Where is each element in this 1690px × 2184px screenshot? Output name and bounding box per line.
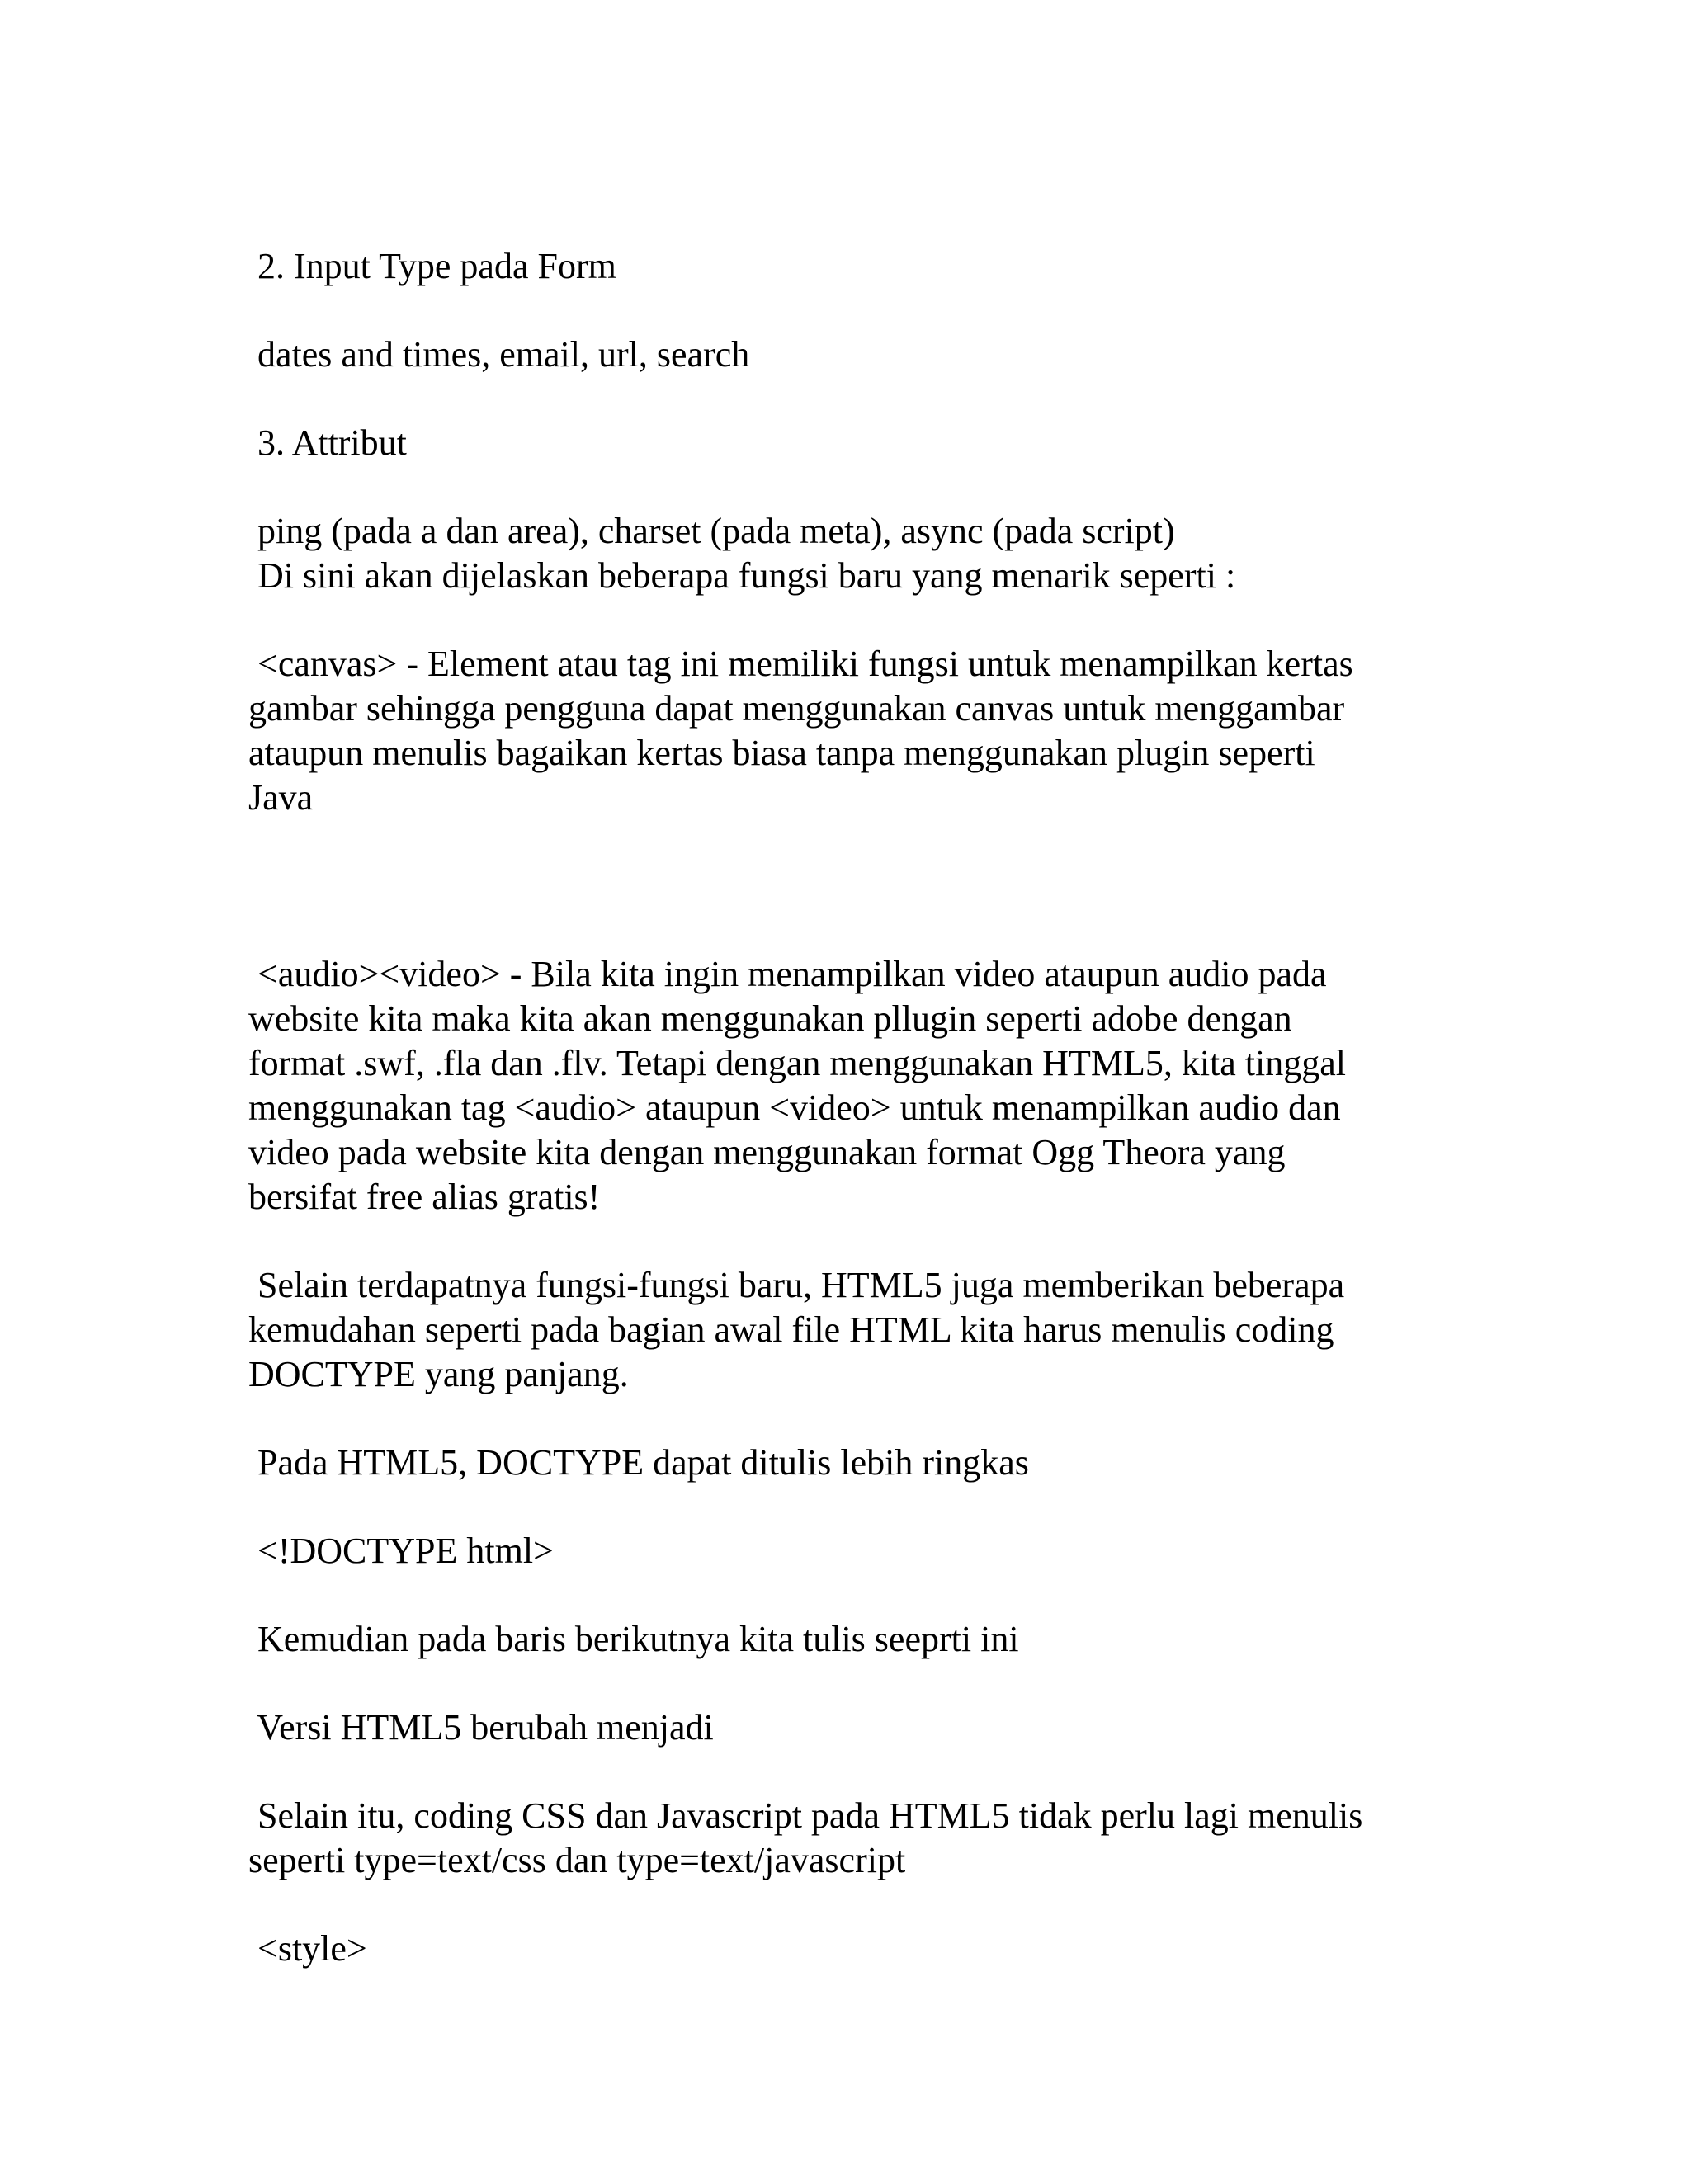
text-line: video pada website kita dengan menggunakan format Ogg Theora yang xyxy=(248,1132,1286,1172)
text-line: seperti type=text/css dan type=text/javascript xyxy=(248,1840,906,1880)
text-line: Selain terdapatnya fungsi-fungsi baru, HTML5 juga memberikan beberapa xyxy=(248,1265,1345,1305)
text-line: bersifat free alias gratis! xyxy=(248,1177,601,1217)
text-line: format .swf, .fla dan .flv. Tetapi dengan menggunakan HTML5, kita tinggal xyxy=(248,1043,1347,1083)
text-line: DOCTYPE yang panjang. xyxy=(248,1354,629,1394)
text-line: website kita maka kita akan menggunakan pllugin seperti adobe dengan xyxy=(248,998,1292,1039)
text-line: <style> xyxy=(248,1928,367,1969)
text-line: Pada HTML5, DOCTYPE dapat ditulis lebih ringkas xyxy=(248,1442,1029,1483)
text-line: Di sini akan dijelaskan beberapa fungsi baru yang menarik seperti : xyxy=(248,555,1236,596)
text-line: <canvas> - Element atau tag ini memiliki fungsi untuk menampilkan kertas xyxy=(248,644,1353,684)
text-line: dates and times, email, url, search xyxy=(248,334,750,375)
text-line: 2. Input Type pada Form xyxy=(248,246,616,286)
text-line: kemudahan seperti pada bagian awal file HTML kita harus menulis coding xyxy=(248,1309,1334,1350)
text-line: Selain itu, coding CSS dan Javascript pada HTML5 tidak perlu lagi menulis xyxy=(248,1795,1363,1836)
text-line: Versi HTML5 berubah menjadi xyxy=(248,1707,714,1748)
text-line: 3. Attribut xyxy=(248,422,407,463)
text-line: <!DOCTYPE html> xyxy=(248,1531,554,1571)
text-line: <audio><video> - Bila kita ingin menampilkan video ataupun audio pada xyxy=(248,954,1327,994)
text-line: ataupun menulis bagaikan kertas biasa tanpa menggunakan plugin seperti xyxy=(248,733,1315,773)
text-line: Java xyxy=(248,777,314,818)
text-line: Kemudian pada baris berikutnya kita tulis seeprti ini xyxy=(248,1619,1019,1659)
text-line: ping (pada a dan area), charset (pada meta), async (pada script) xyxy=(248,511,1175,551)
text-line: menggunakan tag <audio> ataupun <video> untuk menampilkan audio dan xyxy=(248,1087,1341,1128)
text-line: gambar sehingga pengguna dapat menggunakan canvas untuk menggambar xyxy=(248,688,1345,729)
